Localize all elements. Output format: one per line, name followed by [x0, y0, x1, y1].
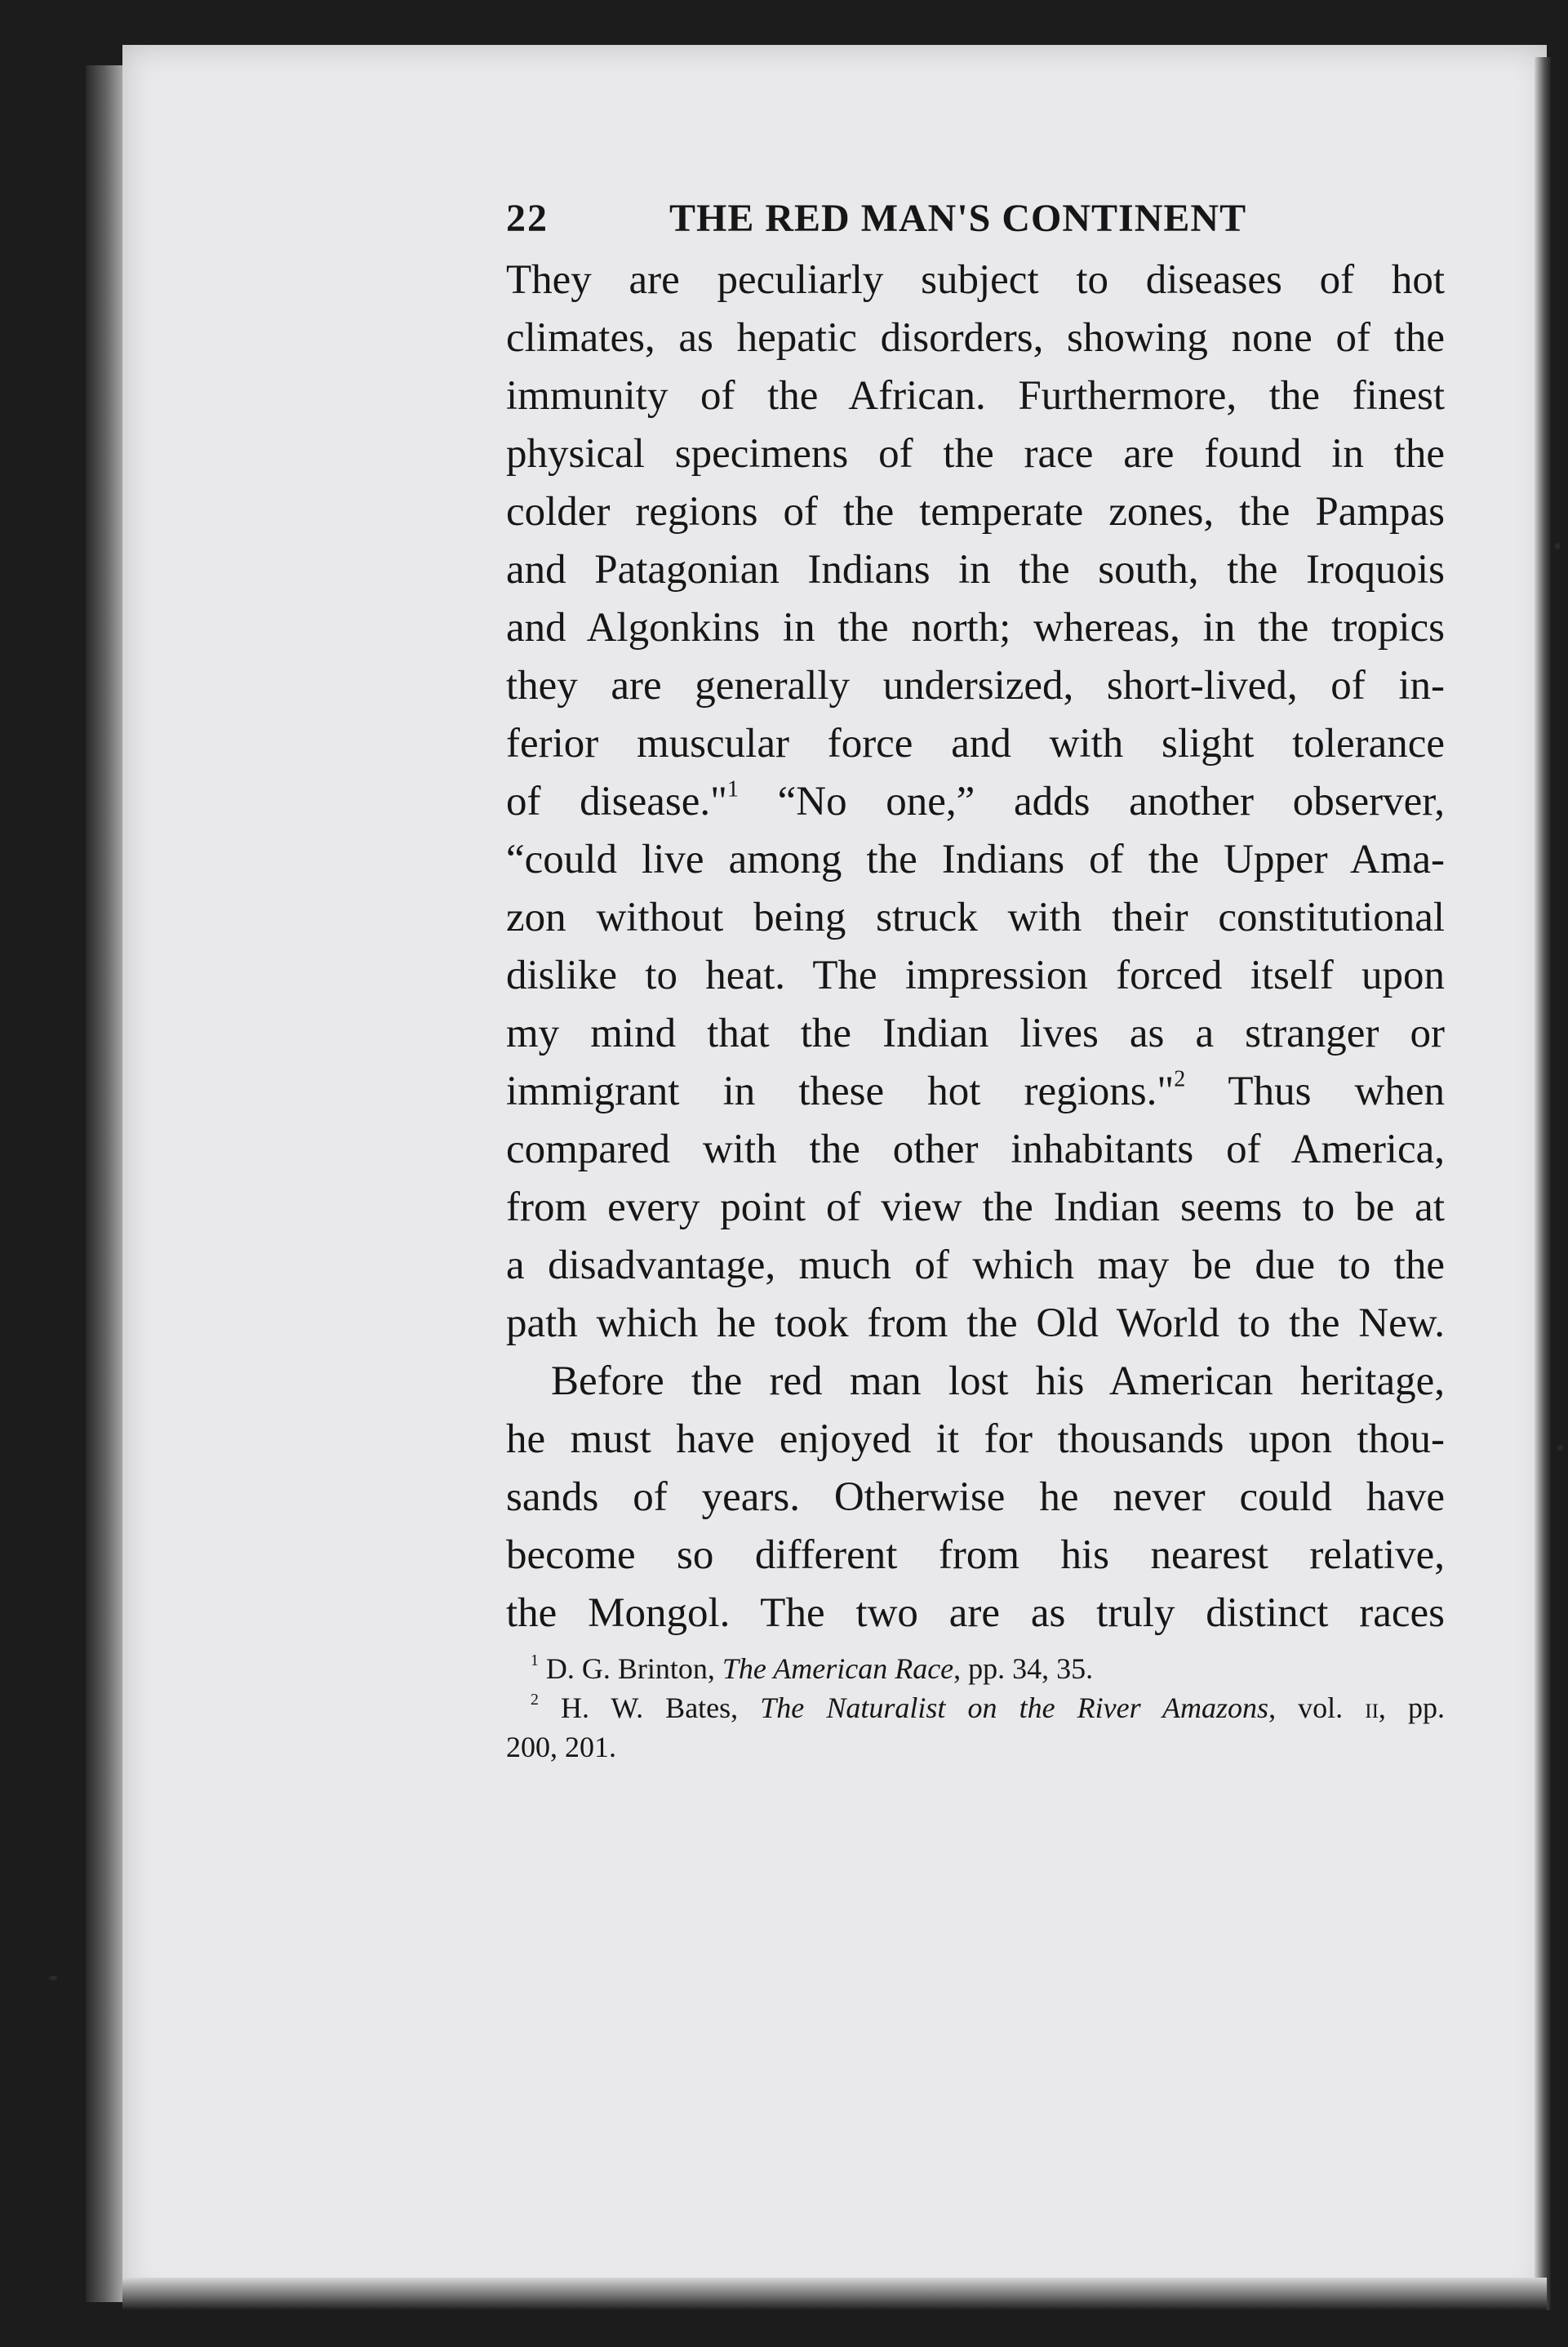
text-segment: of disease." — [506, 779, 727, 825]
footnote-pages: , pp. 34, 35. — [953, 1652, 1094, 1685]
text-line: a disadvantage, much of which may be due to the — [506, 1242, 1445, 1288]
text-line: Before the red man lost his American heritage, — [551, 1358, 1445, 1404]
page-content — [506, 196, 1445, 1767]
text-line: they are generally undersized, short-lived, of in- — [506, 663, 1445, 709]
footnote-author: D. G. Brinton, — [545, 1652, 722, 1685]
text-line: dislike to heat. The impression forced itself upon — [506, 953, 1445, 998]
running-head: THE RED MAN'S CONTINENT — [669, 197, 1247, 240]
scan-speck — [49, 1976, 57, 1980]
text-line: the Mongol. The two are as truly distinct races — [506, 1590, 1445, 1636]
text-line: sands of years. Otherwise he never could have — [506, 1474, 1445, 1520]
footnote-reference: 2 — [1174, 1066, 1186, 1092]
page-bottom-edge — [122, 2278, 1547, 2310]
footnote-marker: 2 — [531, 1691, 539, 1709]
footnote-title: The American Race — [722, 1652, 954, 1685]
page-number: 22 — [506, 197, 549, 240]
footnote-pages-label: , pp. — [1378, 1691, 1445, 1724]
paragraph-2 — [506, 1353, 1445, 1642]
text-line: path which he took from the Old World to the New. — [506, 1300, 1445, 1346]
page-header — [506, 196, 1445, 245]
text-line: physical specimens of the race are found in the — [506, 431, 1445, 477]
text-segment: “No one,” adds another observer, — [739, 779, 1445, 825]
text-line: colder regions of the temperate zones, the Pampas — [506, 489, 1445, 535]
text-line: from every point of view the Indian seems to be at — [506, 1185, 1445, 1230]
text-line: zon without being struck with their constitutional — [506, 895, 1445, 940]
text-line: compared with the other inhabitants of America, — [506, 1127, 1445, 1172]
footnote-volume: ii — [1365, 1691, 1379, 1724]
paragraph-1 — [506, 251, 1445, 1353]
footnote-2 — [506, 1688, 1445, 1727]
footnote-volume-label: , vol. — [1268, 1691, 1366, 1724]
footnote-author: H. W. Bates, — [560, 1691, 761, 1724]
footnote-reference: 1 — [726, 776, 740, 802]
footnote-title: The Naturalist on the River Amazons — [760, 1691, 1269, 1724]
text-line: and Patagonian Indians in the south, the Iroquois — [506, 547, 1445, 593]
text-line-with-footnote-2 — [506, 1063, 1445, 1121]
footnote-2-continuation: 200, 201. — [506, 1731, 616, 1763]
text-line: and Algonkins in the north; whereas, in the tropics — [506, 605, 1445, 651]
text-line: my mind that the Indian lives as a stranger or — [506, 1011, 1445, 1056]
text-line-with-footnote-1 — [506, 773, 1445, 831]
text-line: he must have enjoyed it for thousands upon thou- — [506, 1416, 1445, 1462]
footnote-marker: 1 — [531, 1651, 539, 1670]
text-line: “could live among the Indians of the Upper Ama- — [506, 837, 1445, 882]
footnote-1 — [506, 1649, 1445, 1688]
text-segment: immigrant in these hot regions." — [506, 1069, 1175, 1114]
text-line: immunity of the African. Furthermore, the finest — [506, 373, 1445, 419]
text-line: ferior muscular force and with slight tolerance — [506, 721, 1445, 767]
text-segment: Thus when — [1185, 1069, 1445, 1114]
footnotes — [506, 1649, 1445, 1767]
scan-speck — [1557, 1445, 1563, 1451]
scan-speck — [1555, 543, 1560, 549]
text-line: They are peculiarly subject to diseases of hot — [506, 257, 1445, 303]
page-right-edge — [1535, 57, 1551, 2310]
text-line: climates, as hepatic disorders, showing none of the — [506, 315, 1445, 361]
text-line: become so different from his nearest relative, — [506, 1532, 1445, 1578]
